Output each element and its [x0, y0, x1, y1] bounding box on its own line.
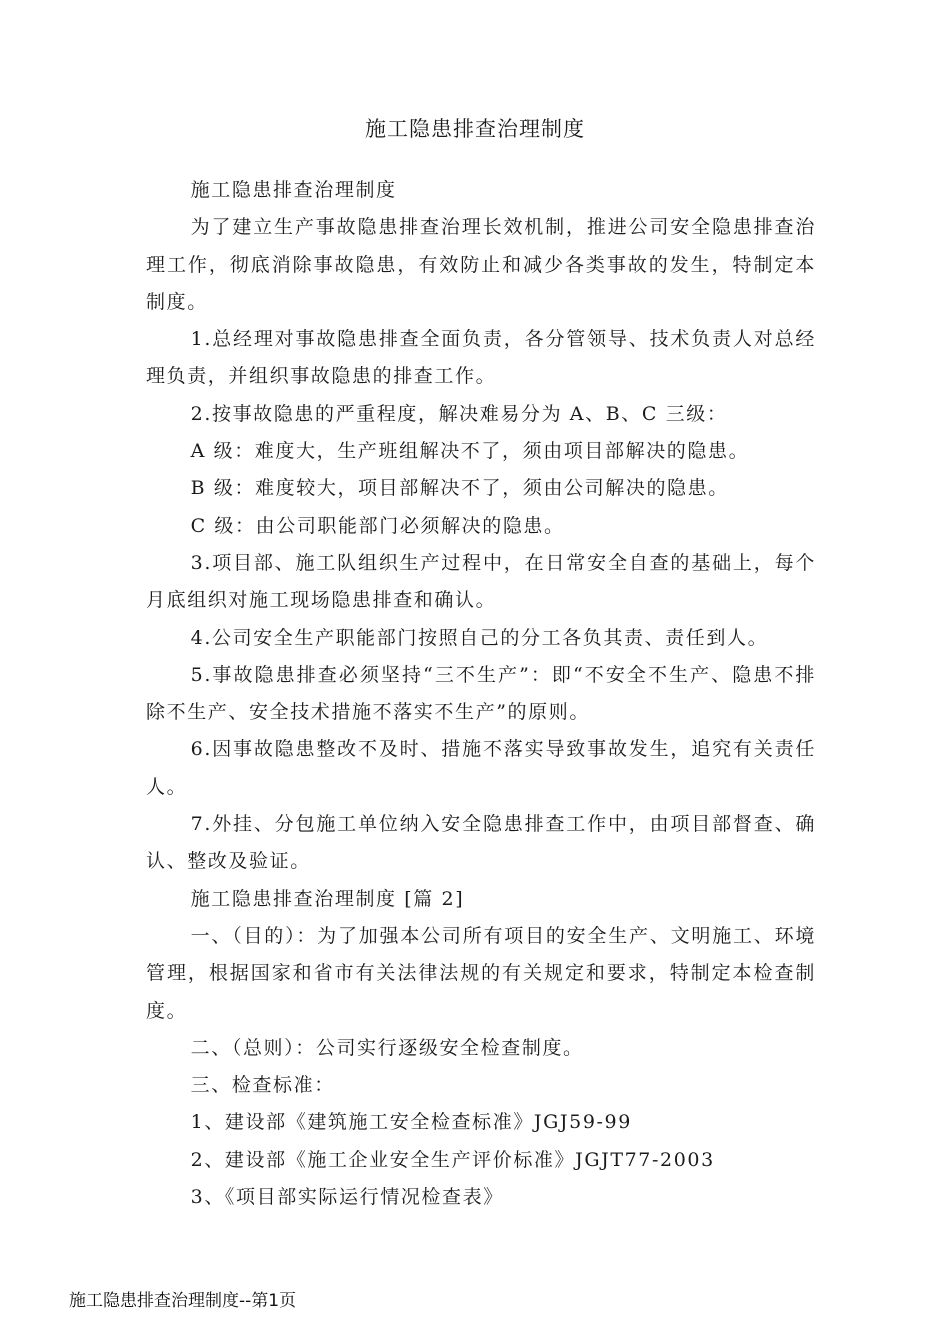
paragraph-item-1: 1.总经理对事故隐患排查全面负责，各分管领导、技术负责人对总经理负责，并组织事故隐患的排查工作。 [146, 328, 816, 388]
paragraph-intro: 为了建立生产事故隐患排查治理长效机制，推进公司安全隐患排查治理工作，彻底消除事故隐患，有效防止和减少各类事故的发生，特制定本制度。 [146, 216, 816, 313]
paragraph-level-c: C 级：由公司职能部门必须解决的隐患。 [190, 514, 565, 537]
paragraph-item-7: 7.外挂、分包施工单位纳入安全隐患排查工作中，由项目部督查、确认、整改及验证。 [146, 813, 816, 873]
page-footer: 施工隐患排查治理制度--第1页 [69, 1291, 297, 1311]
page-title: 施工隐患排查治理制度 [365, 117, 585, 141]
paragraph-standard-2: 2、建设部《施工企业安全生产评价标准》JGJT77-2003 [190, 1148, 715, 1171]
paragraph-standard-1: 1、建设部《建筑施工安全检查标准》JGJ59-99 [190, 1111, 632, 1134]
paragraph-subtitle: 施工隐患排查治理制度 [190, 179, 397, 201]
paragraph-level-b: B 级：难度较大，项目部解决不了，须由公司解决的隐患。 [190, 477, 729, 500]
paragraph-general: 二、（总则）：公司实行逐级安全检查制度。 [190, 1036, 584, 1059]
paragraph-item-5: 5.事故隐患排查必须坚持“三不生产”：即“不安全不生产、隐患不排除不生产、安全技术措施不落实不生产”的原则。 [146, 663, 816, 724]
paragraph-standards-heading: 三、检查标准： [190, 1074, 335, 1097]
paragraph-purpose: 一、（目的）：为了加强本公司所有项目的安全生产、文明施工、环境管理，根据国家和省市有关法律法规的有关规定和要求，特制定本检查制度。 [146, 924, 816, 1022]
paragraph-section-2-heading: 施工隐患排查治理制度 [篇 2] [190, 887, 465, 910]
paragraph-item-6: 6.因事故隐患整改不及时、措施不落实导致事故发生，追究有关责任人。 [146, 738, 816, 798]
paragraph-item-4: 4.公司安全生产职能部门按照自己的分工各负其责、责任到人。 [190, 626, 769, 649]
document-body [146, 172, 816, 1216]
paragraph-level-a: A 级：难度大，生产班组解决不了，须由项目部解决的隐患。 [190, 440, 750, 463]
paragraph-item-2: 2.按事故隐患的严重程度，解决难易分为 A、B、C 三级： [190, 402, 728, 425]
paragraph-item-3: 3.项目部、施工队组织生产过程中，在日常安全自查的基础上，每个月底组织对施工现场隐患排查和确认。 [146, 551, 816, 612]
paragraph-standard-3: 3、《项目部实际运行情况检查表》 [190, 1186, 504, 1209]
